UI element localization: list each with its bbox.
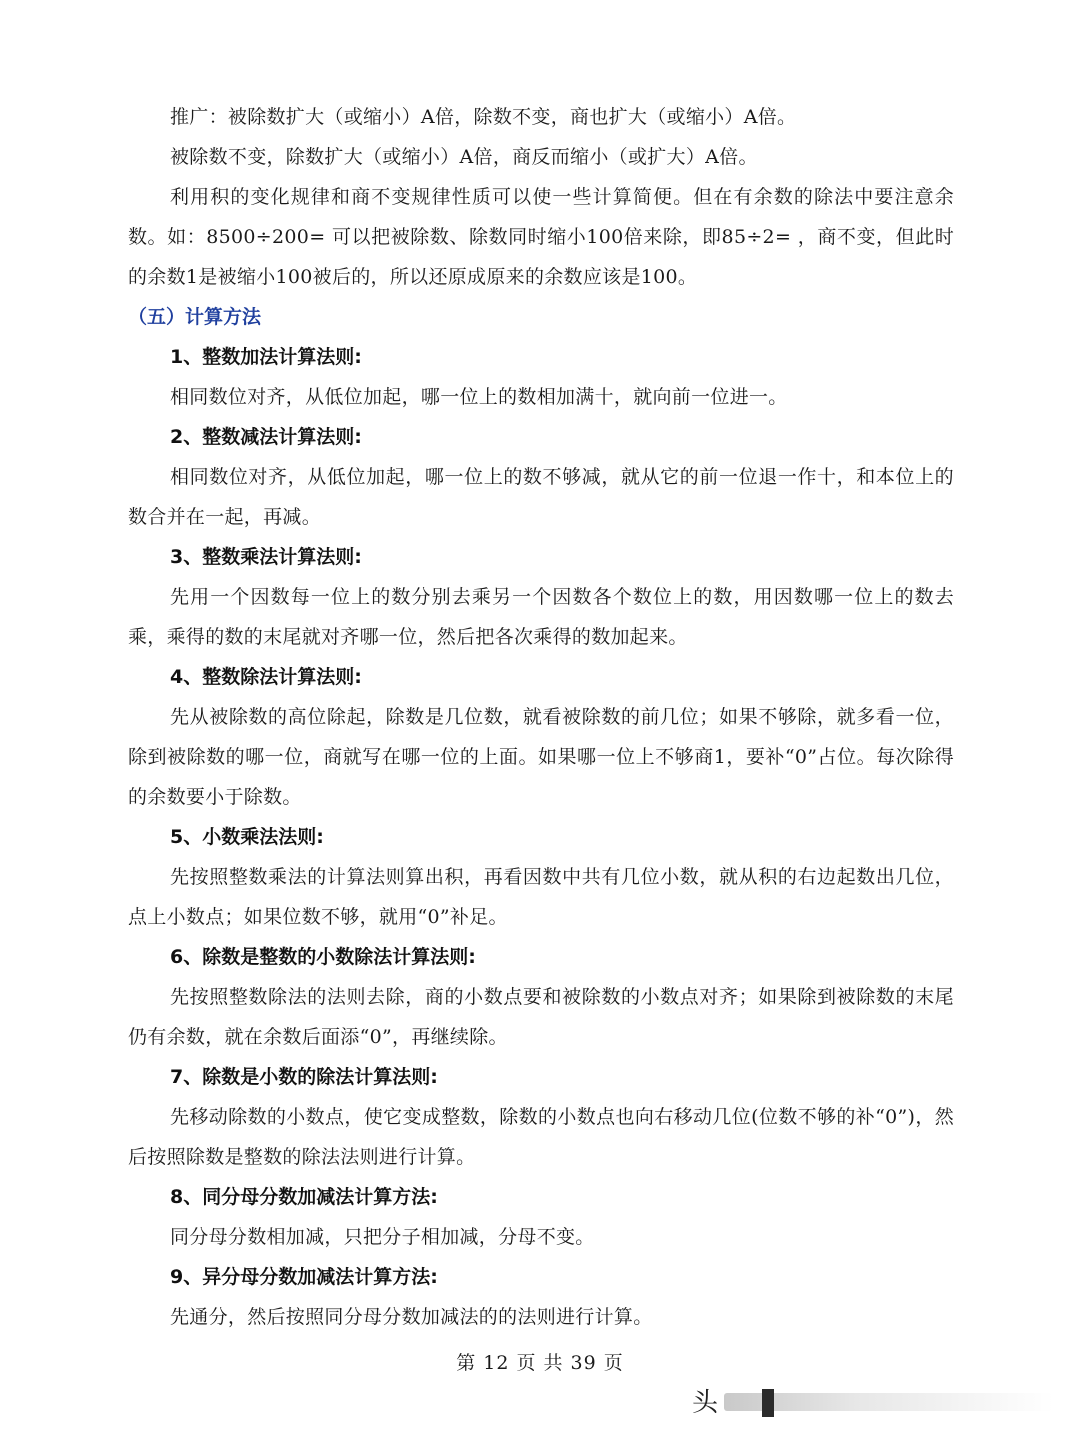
rule-body-4: 先从被除数的高位除起，除数是几位数，就看被除数的前几位；如果不够除，就多看一位，除到被除数的哪一位，商就写在哪一位的上面。如果哪一位上不够商1，要补“0”占位。每次除得的余数要小于除数。 <box>128 706 954 808</box>
page-content <box>128 97 954 1337</box>
watermark-block <box>762 1389 774 1417</box>
watermark-glyph: 头 <box>692 1388 719 1418</box>
rule-title-4: 4、整数除法计算法则: <box>170 666 362 688</box>
rule-title-9: 9、异分母分数加减法计算方法: <box>170 1266 438 1288</box>
rule-title-3: 3、整数乘法计算法则: <box>170 546 362 568</box>
rule-title-7: 7、除数是小数的除法计算法则: <box>170 1066 438 1088</box>
rule-title-5: 5、小数乘法法则: <box>170 826 324 848</box>
watermark <box>690 1385 1060 1421</box>
rule-title-2: 2、整数减法计算法则: <box>170 426 362 448</box>
rule-body-8: 同分母分数相加减，只把分子相加减，分母不变。 <box>170 1226 595 1248</box>
rule-title-1: 1、整数加法计算法则: <box>170 346 362 368</box>
rule-body-7: 先移动除数的小数点，使它变成整数，除数的小数点也向右移动几位(位数不够的补“0”)，然后按照除数是整数的除法法则进行计算。 <box>128 1106 954 1168</box>
paragraph-intro-2: 被除数不变，除数扩大（或缩小）A倍，商反而缩小（或扩大）A倍。 <box>170 146 758 168</box>
rule-body-2: 相同数位对齐，从低位加起，哪一位上的数不够减，就从它的前一位退一作十，和本位上的数合并在一起，再减。 <box>128 466 954 528</box>
rule-body-9: 先通分，然后按照同分母分数加减法的的法则进行计算。 <box>170 1306 653 1328</box>
rule-title-8: 8、同分母分数加减法计算方法: <box>170 1186 438 1208</box>
rule-body-1: 相同数位对齐，从低位加起，哪一位上的数相加满十，就向前一位进一。 <box>170 386 788 408</box>
page-footer: 第 12 页 共 39 页 <box>456 1352 624 1374</box>
section-heading: （五）计算方法 <box>128 306 262 328</box>
rule-body-3: 先用一个因数每一位上的数分别去乘另一个因数各个数位上的数，用因数哪一位上的数去乘，乘得的数的末尾就对齐哪一位，然后把各次乘得的数加起来。 <box>128 586 954 648</box>
rule-body-6: 先按照整数除法的法则去除，商的小数点要和被除数的小数点对齐；如果除到被除数的末尾仍有余数，就在余数后面添“0”，再继续除。 <box>128 986 954 1048</box>
rule-body-5: 先按照整数乘法的计算法则算出积，再看因数中共有几位小数，就从积的右边起数出几位，点上小数点；如果位数不够，就用“0”补足。 <box>128 866 954 928</box>
paragraph-intro-1: 推广：被除数扩大（或缩小）A倍，除数不变，商也扩大（或缩小）A倍。 <box>170 106 797 128</box>
paragraph-intro-3: 利用积的变化规律和商不变规律性质可以使一些计算简便。但在有余数的除法中要注意余数。如：8500÷200= 可以把被除数、除数同时缩小100倍来除，即85÷2= ，商不变，但此时的余数1是被缩小100被后的，所以还原成原来的余数应该是100。 <box>128 186 954 288</box>
rule-title-6: 6、除数是整数的小数除法计算法则: <box>170 946 476 968</box>
